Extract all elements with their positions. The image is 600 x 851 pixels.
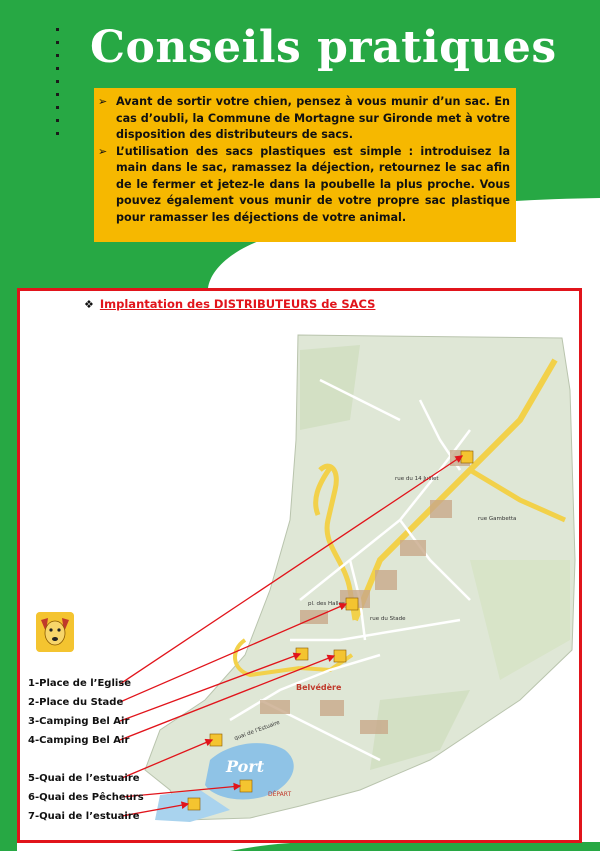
dog-face-icon — [36, 612, 74, 652]
legend-item: 2-Place du Stade — [28, 697, 124, 708]
legend-item: 6-Quai des Pêcheurs — [28, 792, 144, 803]
legend-item: 1-Place de l’Eglise — [28, 678, 132, 689]
legend-item: 3-Camping Bel Air — [28, 716, 130, 727]
arrow-bullet-icon: ➢ — [98, 95, 108, 108]
page-title: Conseils pratiques — [90, 22, 557, 73]
legend-item: 7-Quai de l’estuaire — [28, 811, 140, 822]
tip-text: Avant de sortir votre chien, pensez à vous munir d’un sac. En cas d’oubli, la Commune de Mortagne sur Gironde met à votre disposition des distributeurs de sacs. — [116, 95, 510, 141]
diamond-bullet-icon: ❖ — [84, 298, 94, 311]
legend-item: 5-Quai de l’estuaire — [28, 773, 140, 784]
map-label-juillet: rue du 14 Juillet — [395, 476, 439, 482]
map-label-gambetta: rue Gambetta — [478, 516, 517, 522]
tip-text: L’utilisation des sacs plastiques est simple : introduisez la main dans le sac, ramassez la déjection, retournez le sac afin de le fermer et jetez-le dans la poubelle la plus proche. Vous pouvez également vous munir de votre propre sac plastique pour ramasser les déjections de votre animal. — [116, 144, 510, 224]
map-label-estuaire: quai de l’Estuaire — [233, 719, 281, 742]
map-label-stade: rue du Stade — [370, 616, 406, 622]
map-label-port: Port — [226, 757, 265, 776]
map-label-halles: pl. des Halles — [308, 601, 345, 607]
arrow-bullet-icon: ➢ — [98, 144, 108, 158]
map-heading: ❖ Implantation des DISTRIBUTEURS de SACS — [84, 297, 376, 311]
map-label-depart: DÉPART — [268, 791, 292, 798]
map-label-belvedere: Belvédère — [296, 683, 342, 692]
legend-item: 4-Camping Bel Air — [28, 735, 130, 746]
